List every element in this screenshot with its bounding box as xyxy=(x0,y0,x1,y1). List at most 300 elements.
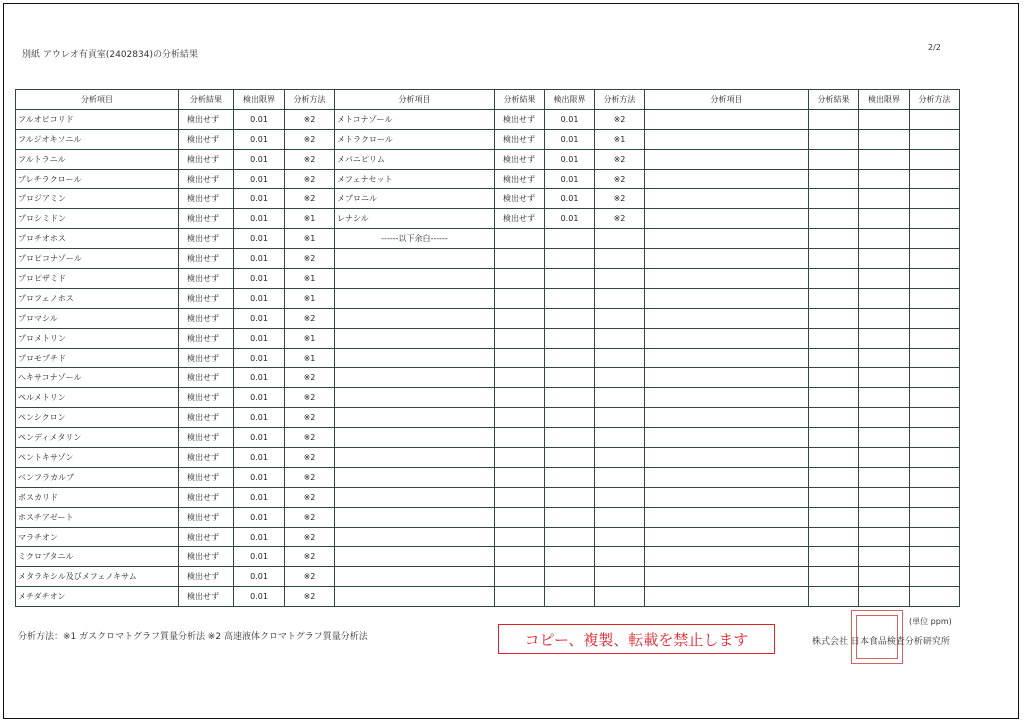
empty-cell xyxy=(859,109,910,129)
result-cell: 検出せず xyxy=(179,269,234,289)
limit-cell: 0.01 xyxy=(545,169,595,189)
empty-cell xyxy=(910,129,960,149)
result-cell: 検出せず xyxy=(495,189,545,209)
empty-cell xyxy=(809,169,859,189)
empty-cell xyxy=(495,547,545,567)
empty-cell xyxy=(859,547,910,567)
empty-cell xyxy=(910,368,960,388)
result-cell: 検出せず xyxy=(495,169,545,189)
method-cell: ※2 xyxy=(285,487,335,507)
empty-cell xyxy=(545,408,595,428)
empty-cell xyxy=(859,507,910,527)
empty-cell xyxy=(545,487,595,507)
empty-cell xyxy=(495,249,545,269)
limit-cell: 0.01 xyxy=(234,109,285,129)
item-name-cell: フルトラニル xyxy=(16,149,179,169)
empty-cell xyxy=(859,169,910,189)
table-row xyxy=(16,527,960,547)
header-limit-2: 検出限界 xyxy=(545,90,595,110)
result-cell: 検出せず xyxy=(179,189,234,209)
result-cell: 検出せず xyxy=(179,169,234,189)
empty-cell xyxy=(595,547,645,567)
empty-cell xyxy=(595,348,645,368)
header-result-3: 分析結果 xyxy=(809,90,859,110)
empty-cell xyxy=(859,308,910,328)
method-cell: ※2 xyxy=(285,149,335,169)
method-cell: ※2 xyxy=(285,388,335,408)
header-item-3: 分析項目 xyxy=(645,90,809,110)
limit-cell: 0.01 xyxy=(234,547,285,567)
item-name-cell: プロピザミド xyxy=(16,269,179,289)
empty-cell xyxy=(809,527,859,547)
empty-cell xyxy=(645,467,809,487)
empty-cell xyxy=(809,269,859,289)
result-cell: 検出せず xyxy=(179,448,234,468)
empty-cell xyxy=(910,527,960,547)
empty-cell xyxy=(545,547,595,567)
empty-cell xyxy=(645,567,809,587)
limit-cell: 0.01 xyxy=(234,587,285,607)
item-name-cell: ペンディメタリン xyxy=(16,428,179,448)
limit-cell: 0.01 xyxy=(545,189,595,209)
item-name-cell: マラチオン xyxy=(16,527,179,547)
table-row xyxy=(16,388,960,408)
table-row xyxy=(16,129,960,149)
empty-cell xyxy=(545,527,595,547)
empty-cell xyxy=(495,388,545,408)
empty-cell xyxy=(335,288,495,308)
empty-cell xyxy=(595,388,645,408)
empty-cell xyxy=(809,388,859,408)
empty-cell xyxy=(910,229,960,249)
empty-cell xyxy=(809,567,859,587)
empty-cell xyxy=(595,288,645,308)
method-cell: ※2 xyxy=(285,368,335,388)
empty-cell xyxy=(645,368,809,388)
table-row xyxy=(16,408,960,428)
item-name-cell: プレチラクロール xyxy=(16,169,179,189)
empty-cell xyxy=(809,467,859,487)
limit-cell: 0.01 xyxy=(234,448,285,468)
empty-cell xyxy=(859,269,910,289)
empty-cell xyxy=(335,587,495,607)
empty-cell xyxy=(859,149,910,169)
empty-cell xyxy=(859,288,910,308)
item-name-cell: プロシミドン xyxy=(16,209,179,229)
method-cell: ※2 xyxy=(285,169,335,189)
empty-cell xyxy=(645,587,809,607)
empty-cell xyxy=(595,487,645,507)
empty-cell xyxy=(809,308,859,328)
empty-cell xyxy=(910,149,960,169)
empty-cell xyxy=(809,249,859,269)
method-cell: ※2 xyxy=(285,448,335,468)
unit-label: (単位 ppm) xyxy=(909,617,952,626)
method-cell: ※1 xyxy=(595,129,645,149)
method-cell: ※2 xyxy=(285,547,335,567)
result-cell: 検出せず xyxy=(179,249,234,269)
empty-cell xyxy=(645,448,809,468)
empty-cell xyxy=(645,308,809,328)
limit-cell: 0.01 xyxy=(234,428,285,448)
empty-cell xyxy=(645,487,809,507)
company-name: 株式会社 日本食品検査分析研究所 xyxy=(812,637,950,647)
limit-cell: 0.01 xyxy=(234,229,285,249)
method-cell: ※1 xyxy=(285,209,335,229)
method-cell: ※2 xyxy=(595,109,645,129)
empty-cell xyxy=(809,229,859,249)
method-cell: ※1 xyxy=(285,328,335,348)
empty-cell xyxy=(645,507,809,527)
item-name-cell: プロモプチド xyxy=(16,348,179,368)
limit-cell: 0.01 xyxy=(234,507,285,527)
header-method-3: 分析方法 xyxy=(910,90,960,110)
empty-cell xyxy=(910,189,960,209)
method-cell: ※2 xyxy=(285,527,335,547)
empty-cell xyxy=(645,229,809,249)
method-cell: ※2 xyxy=(285,109,335,129)
result-cell: 検出せず xyxy=(179,487,234,507)
empty-cell xyxy=(495,567,545,587)
empty-cell xyxy=(645,547,809,567)
empty-cell xyxy=(545,328,595,348)
empty-cell xyxy=(859,428,910,448)
result-cell: 検出せず xyxy=(179,587,234,607)
item-name-cell: メトコナゾール xyxy=(335,109,495,129)
empty-cell xyxy=(595,408,645,428)
empty-cell xyxy=(495,408,545,428)
empty-cell xyxy=(545,467,595,487)
empty-cell xyxy=(495,328,545,348)
empty-cell xyxy=(809,448,859,468)
method-cell: ※2 xyxy=(595,169,645,189)
table-row xyxy=(16,209,960,229)
item-name-cell: メチダチオン xyxy=(16,587,179,607)
limit-cell: 0.01 xyxy=(234,149,285,169)
table-header-row xyxy=(16,90,960,110)
empty-cell xyxy=(645,388,809,408)
limit-cell: 0.01 xyxy=(234,129,285,149)
table-row xyxy=(16,109,960,129)
result-cell: 検出せず xyxy=(179,388,234,408)
table-row xyxy=(16,269,960,289)
item-name-cell: ペントキサゾン xyxy=(16,448,179,468)
limit-cell: 0.01 xyxy=(234,368,285,388)
method-cell: ※2 xyxy=(285,189,335,209)
method-cell: ※2 xyxy=(285,587,335,607)
document-title: 別紙 アウレオ有貢室(2402834)の分析結果 xyxy=(22,50,198,60)
limit-cell: 0.01 xyxy=(234,388,285,408)
empty-cell xyxy=(545,428,595,448)
limit-cell: 0.01 xyxy=(545,109,595,129)
empty-cell xyxy=(809,487,859,507)
empty-cell xyxy=(910,408,960,428)
empty-cell xyxy=(645,129,809,149)
result-cell: 検出せず xyxy=(495,109,545,129)
method-cell: ※2 xyxy=(285,467,335,487)
empty-cell xyxy=(809,209,859,229)
limit-cell: 0.01 xyxy=(234,209,285,229)
empty-cell xyxy=(910,209,960,229)
empty-cell xyxy=(859,567,910,587)
table-row xyxy=(16,467,960,487)
empty-cell xyxy=(910,269,960,289)
method-cell: ※2 xyxy=(595,149,645,169)
item-name-cell: フルジオキソニル xyxy=(16,129,179,149)
header-method-1: 分析方法 xyxy=(285,90,335,110)
method-cell: ※2 xyxy=(285,507,335,527)
table-row xyxy=(16,507,960,527)
empty-cell xyxy=(859,527,910,547)
empty-cell xyxy=(859,229,910,249)
empty-cell xyxy=(859,189,910,209)
empty-cell xyxy=(859,408,910,428)
empty-cell xyxy=(910,547,960,567)
limit-cell: 0.01 xyxy=(234,408,285,428)
table-row xyxy=(16,149,960,169)
empty-cell xyxy=(335,249,495,269)
empty-cell xyxy=(645,169,809,189)
header-result-2: 分析結果 xyxy=(495,90,545,110)
table-row xyxy=(16,487,960,507)
empty-cell xyxy=(545,567,595,587)
empty-cell xyxy=(335,388,495,408)
result-cell: 検出せず xyxy=(179,368,234,388)
empty-cell xyxy=(335,348,495,368)
limit-cell: 0.01 xyxy=(234,527,285,547)
method-cell: ※1 xyxy=(285,288,335,308)
empty-cell xyxy=(910,169,960,189)
limit-cell: 0.01 xyxy=(545,129,595,149)
empty-cell xyxy=(910,448,960,468)
table-row xyxy=(16,567,960,587)
empty-cell xyxy=(809,109,859,129)
empty-cell xyxy=(545,587,595,607)
limit-cell: 0.01 xyxy=(234,269,285,289)
empty-cell xyxy=(645,189,809,209)
empty-cell xyxy=(595,308,645,328)
empty-cell xyxy=(910,249,960,269)
limit-cell: 0.01 xyxy=(234,348,285,368)
empty-cell xyxy=(335,507,495,527)
table-row xyxy=(16,189,960,209)
empty-cell xyxy=(595,428,645,448)
empty-cell xyxy=(910,567,960,587)
item-name-cell: プロマシル xyxy=(16,308,179,328)
empty-cell xyxy=(595,507,645,527)
empty-cell xyxy=(809,587,859,607)
method-cell: ※2 xyxy=(285,408,335,428)
empty-cell xyxy=(495,448,545,468)
empty-cell xyxy=(595,229,645,249)
empty-cell xyxy=(335,487,495,507)
empty-cell xyxy=(910,388,960,408)
below-blank-marker: ------以下余白------ xyxy=(335,229,495,249)
empty-cell xyxy=(859,388,910,408)
empty-cell xyxy=(859,249,910,269)
empty-cell xyxy=(495,428,545,448)
empty-cell xyxy=(809,129,859,149)
empty-cell xyxy=(595,567,645,587)
result-cell: 検出せず xyxy=(179,328,234,348)
table-row xyxy=(16,229,960,249)
result-cell: 検出せず xyxy=(179,149,234,169)
item-name-cell: ベンフラカルブ xyxy=(16,467,179,487)
item-name-cell: プロフェノホス xyxy=(16,288,179,308)
empty-cell xyxy=(645,408,809,428)
limit-cell: 0.01 xyxy=(234,288,285,308)
empty-cell xyxy=(335,527,495,547)
result-cell: 検出せず xyxy=(179,547,234,567)
empty-cell xyxy=(335,269,495,289)
empty-cell xyxy=(495,348,545,368)
empty-cell xyxy=(859,448,910,468)
empty-cell xyxy=(595,328,645,348)
item-name-cell: ペルメトリン xyxy=(16,388,179,408)
empty-cell xyxy=(595,269,645,289)
header-item-2: 分析項目 xyxy=(335,90,495,110)
empty-cell xyxy=(595,448,645,468)
table-row xyxy=(16,368,960,388)
item-name-cell: メフェナセット xyxy=(335,169,495,189)
limit-cell: 0.01 xyxy=(234,249,285,269)
empty-cell xyxy=(335,408,495,428)
item-name-cell: プロジアミン xyxy=(16,189,179,209)
table-row xyxy=(16,288,960,308)
empty-cell xyxy=(809,507,859,527)
empty-cell xyxy=(495,288,545,308)
empty-cell xyxy=(809,428,859,448)
empty-cell xyxy=(645,288,809,308)
empty-cell xyxy=(809,189,859,209)
empty-cell xyxy=(335,328,495,348)
empty-cell xyxy=(335,547,495,567)
method-cell: ※1 xyxy=(285,269,335,289)
result-cell: 検出せず xyxy=(179,308,234,328)
empty-cell xyxy=(495,527,545,547)
empty-cell xyxy=(545,249,595,269)
header-item-1: 分析項目 xyxy=(16,90,179,110)
empty-cell xyxy=(335,448,495,468)
empty-cell xyxy=(809,288,859,308)
result-cell: 検出せず xyxy=(495,129,545,149)
empty-cell xyxy=(335,428,495,448)
empty-cell xyxy=(910,308,960,328)
header-limit-1: 検出限界 xyxy=(234,90,285,110)
empty-cell xyxy=(809,368,859,388)
empty-cell xyxy=(809,348,859,368)
method-cell: ※2 xyxy=(595,189,645,209)
empty-cell xyxy=(645,109,809,129)
empty-cell xyxy=(809,328,859,348)
empty-cell xyxy=(545,308,595,328)
result-cell: 検出せず xyxy=(495,149,545,169)
result-cell: 検出せず xyxy=(179,467,234,487)
empty-cell xyxy=(910,328,960,348)
empty-cell xyxy=(335,567,495,587)
empty-cell xyxy=(809,149,859,169)
table-row xyxy=(16,448,960,468)
result-cell: 検出せず xyxy=(179,109,234,129)
empty-cell xyxy=(545,229,595,249)
result-cell: 検出せず xyxy=(179,129,234,149)
table-row xyxy=(16,348,960,368)
empty-cell xyxy=(495,269,545,289)
empty-cell xyxy=(809,547,859,567)
result-cell: 検出せず xyxy=(179,507,234,527)
table-row xyxy=(16,587,960,607)
empty-cell xyxy=(495,487,545,507)
result-cell: 検出せず xyxy=(179,408,234,428)
empty-cell xyxy=(645,149,809,169)
result-cell: 検出せず xyxy=(179,229,234,249)
result-cell: 検出せず xyxy=(495,209,545,229)
method-cell: ※2 xyxy=(595,209,645,229)
empty-cell xyxy=(645,209,809,229)
limit-cell: 0.01 xyxy=(234,189,285,209)
empty-cell xyxy=(809,408,859,428)
limit-cell: 0.01 xyxy=(234,328,285,348)
empty-cell xyxy=(335,368,495,388)
empty-cell xyxy=(495,507,545,527)
method-legend: 分析方法：※1 ガスクロマトグラフ質量分析法 ※2 高速液体クロマトグラフ質量分析法 xyxy=(18,632,368,642)
empty-cell xyxy=(859,467,910,487)
result-cell: 検出せず xyxy=(179,527,234,547)
table-row xyxy=(16,328,960,348)
table-row xyxy=(16,547,960,567)
method-cell: ※2 xyxy=(285,249,335,269)
item-name-cell: ヘキサコナゾール xyxy=(16,368,179,388)
empty-cell xyxy=(859,587,910,607)
empty-cell xyxy=(910,428,960,448)
method-cell: ※1 xyxy=(285,229,335,249)
empty-cell xyxy=(910,507,960,527)
empty-cell xyxy=(495,229,545,249)
empty-cell xyxy=(910,109,960,129)
empty-cell xyxy=(910,487,960,507)
limit-cell: 0.01 xyxy=(234,487,285,507)
result-cell: 検出せず xyxy=(179,209,234,229)
empty-cell xyxy=(645,527,809,547)
analysis-results-table xyxy=(15,89,960,607)
result-cell: 検出せず xyxy=(179,348,234,368)
table-row xyxy=(16,249,960,269)
empty-cell xyxy=(595,527,645,547)
empty-cell xyxy=(859,328,910,348)
empty-cell xyxy=(910,348,960,368)
table-row xyxy=(16,308,960,328)
item-name-cell: メプロニル xyxy=(335,189,495,209)
empty-cell xyxy=(859,348,910,368)
empty-cell xyxy=(645,348,809,368)
empty-cell xyxy=(859,129,910,149)
table-row xyxy=(16,428,960,448)
method-cell: ※2 xyxy=(285,308,335,328)
empty-cell xyxy=(495,308,545,328)
empty-cell xyxy=(910,467,960,487)
empty-cell xyxy=(595,368,645,388)
empty-cell xyxy=(645,328,809,348)
empty-cell xyxy=(910,587,960,607)
empty-cell xyxy=(545,288,595,308)
item-name-cell: ホスチアゼート xyxy=(16,507,179,527)
item-name-cell: メトラクロール xyxy=(335,129,495,149)
table-row xyxy=(16,169,960,189)
empty-cell xyxy=(335,467,495,487)
header-result-1: 分析結果 xyxy=(179,90,234,110)
empty-cell xyxy=(545,269,595,289)
limit-cell: 0.01 xyxy=(545,209,595,229)
